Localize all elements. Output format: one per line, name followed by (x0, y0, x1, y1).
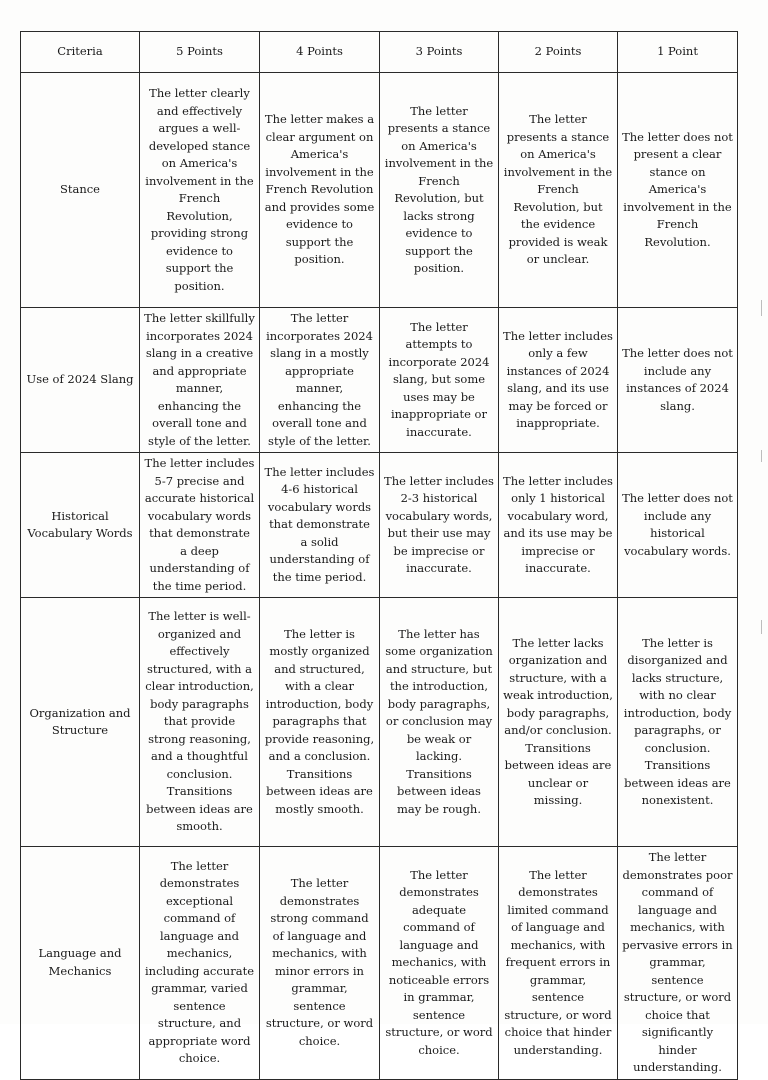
stance-1-point-cell: The letter does not present a clear stance on America's involvement in the French Revolution. (618, 73, 738, 308)
vocabulary-2-points-cell: The letter includes only 1 historical vocabulary word, and its use may be imprecise or inaccurate. (499, 453, 618, 598)
stance-4-points-cell: The letter makes a clear argument on America's involvement in the French Revolution and provides some evidence to support the position. (260, 73, 380, 308)
header-row (21, 32, 738, 73)
header-1-point: 1 Point (618, 32, 738, 73)
criteria-slang: Use of 2024 Slang (21, 308, 140, 453)
table-row (21, 453, 738, 598)
organization-4-points-cell: The letter is mostly organized and structured, with a clear introduction, body paragraphs that provide reasoning, and a conclusion. Transitions between ideas are mostly smooth. (260, 598, 380, 847)
organization-1-point-cell: The letter is disorganized and lacks structure, with no clear introduction, body paragraphs, or conclusion. Transitions between ideas are nonexistent. (618, 598, 738, 847)
organization-3-points-cell: The letter has some organization and structure, but the introduction, body paragraphs, or conclusion may be weak or lacking. Transitions between ideas may be rough. (380, 598, 499, 847)
criteria-vocabulary: Historical Vocabulary Words (21, 453, 140, 598)
table-row (21, 308, 738, 453)
table-row (21, 598, 738, 847)
scan-margin-mark (761, 620, 762, 634)
stance-2-points-cell: The letter presents a stance on America's involvement in the French Revolution, but the evidence provided is weak or unclear. (499, 73, 618, 308)
language-4-points-cell: The letter demonstrates strong command of language and mechanics, with minor errors in grammar, sentence structure, or word choice. (260, 847, 380, 1080)
slang-2-points-cell: The letter includes only a few instances of 2024 slang, and its use may be forced or inappropriate. (499, 308, 618, 453)
scan-margin-mark (761, 450, 762, 462)
table-row (21, 847, 738, 1080)
slang-4-points-cell: The letter incorporates 2024 slang in a mostly appropriate manner, enhancing the overall tone and style of the letter. (260, 308, 380, 453)
criteria-stance: Stance (21, 73, 140, 308)
header-4-points: 4 Points (260, 32, 380, 73)
language-3-points-cell: The letter demonstrates adequate command of language and mechanics, with noticeable errors in grammar, sentence structure, or word choice. (380, 847, 499, 1080)
slang-5-points-cell: The letter skillfully incorporates 2024 slang in a creative and appropriate manner, enhancing the overall tone and style of the letter. (140, 308, 260, 453)
slang-3-points-cell: The letter attempts to incorporate 2024 slang, but some uses may be inappropriate or inaccurate. (380, 308, 499, 453)
header-criteria: Criteria (21, 32, 140, 73)
language-1-point-cell: The letter demonstrates poor command of language and mechanics, with pervasive errors in grammar, sentence structure, or word choice that significantly hinder understanding. (618, 847, 738, 1080)
criteria-organization: Organization and Structure (21, 598, 140, 847)
language-5-points-cell: The letter demonstrates exceptional command of language and mechanics, including accurate grammar, varied sentence structure, and appropriate word choice. (140, 847, 260, 1080)
slang-1-point-cell: The letter does not include any instances of 2024 slang. (618, 308, 738, 453)
organization-5-points-cell: The letter is well-organized and effectively structured, with a clear introduction, body paragraphs that provide strong reasoning, and a thoughtful conclusion. Transitions between ideas are smooth. (140, 598, 260, 847)
scan-margin-mark (761, 300, 762, 316)
vocabulary-4-points-cell: The letter includes 4-6 historical vocabulary words that demonstrate a solid understanding of the time period. (260, 453, 380, 598)
stance-5-points-cell: The letter clearly and effectively argues a well-developed stance on America's involvement in the French Revolution, providing strong evidence to support the position. (140, 73, 260, 308)
vocabulary-5-points-cell: The letter includes 5-7 precise and accurate historical vocabulary words that demonstrate a deep understanding of the time period. (140, 453, 260, 598)
organization-2-points-cell: The letter lacks organization and structure, with a weak introduction, body paragraphs, and/or conclusion. Transitions between ideas are unclear or missing. (499, 598, 618, 847)
criteria-language: Language and Mechanics (21, 847, 140, 1080)
header-3-points: 3 Points (380, 32, 499, 73)
stance-3-points-cell: The letter presents a stance on America's involvement in the French Revolution, but lacks strong evidence to support the position. (380, 73, 499, 308)
table-row (21, 73, 738, 308)
language-2-points-cell: The letter demonstrates limited command of language and mechanics, with frequent errors in grammar, sentence structure, or word choice that hinder understanding. (499, 847, 618, 1080)
vocabulary-1-point-cell: The letter does not include any historical vocabulary words. (618, 453, 738, 598)
header-5-points: 5 Points (140, 32, 260, 73)
header-2-points: 2 Points (499, 32, 618, 73)
vocabulary-3-points-cell: The letter includes 2-3 historical vocabulary words, but their use may be imprecise or inaccurate. (380, 453, 499, 598)
rubric-table (20, 31, 738, 1080)
